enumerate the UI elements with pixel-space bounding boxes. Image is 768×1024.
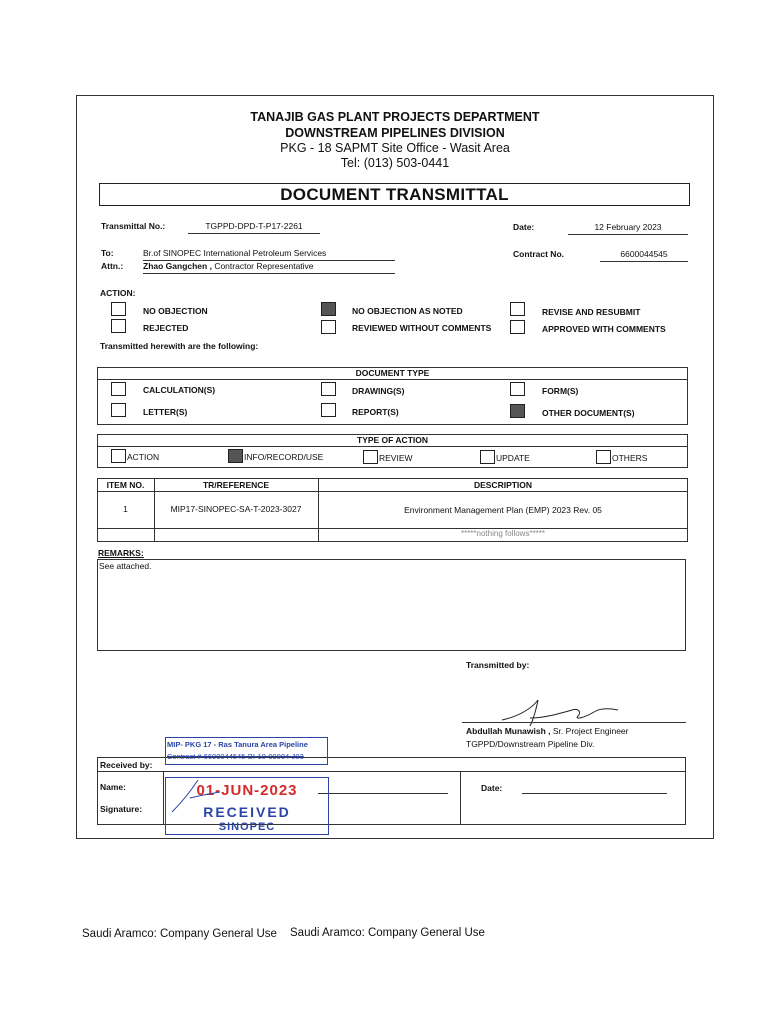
- attn-name: Zhao Gangchen ,: [143, 261, 212, 271]
- rejected-label: REJECTED: [143, 323, 189, 333]
- to-label: To:: [101, 248, 114, 258]
- others-label: OTHERS: [612, 453, 648, 463]
- to-value: Br.of SINOPEC International Petroleum Services: [143, 248, 395, 261]
- engineer-signature-icon: [500, 696, 620, 728]
- transmitted-by-line: [462, 722, 686, 723]
- info-record-use-checkbox[interactable]: [228, 449, 243, 463]
- name-label: Name:: [100, 782, 126, 792]
- received-stamp-company: SINOPEC: [218, 821, 276, 833]
- action-type-action-label: ACTION: [127, 452, 160, 462]
- reviewed-without-comments-label: REVIEWED WITHOUT COMMENTS: [352, 323, 492, 333]
- transmitted-by-dept: TGPPD/Downstream Pipeline Div.: [466, 739, 595, 749]
- received-date-divider: [460, 771, 461, 825]
- received-by-label: Received by:: [100, 760, 153, 770]
- revise-resubmit-checkbox[interactable]: [510, 302, 525, 316]
- received-label-divider: [163, 771, 164, 825]
- calculations-checkbox[interactable]: [111, 382, 126, 396]
- received-stamp-date: 01-JUN-2023: [196, 782, 298, 799]
- review-checkbox[interactable]: [363, 450, 378, 464]
- no-objection-as-noted-checkbox[interactable]: [321, 302, 336, 316]
- drawings-label: DRAWING(S): [352, 386, 405, 396]
- remarks-text: See attached.: [99, 561, 152, 571]
- info-record-use-label: INFO/RECORD/USE: [244, 452, 324, 462]
- forms-label: FORM(S): [542, 386, 579, 396]
- letters-checkbox[interactable]: [111, 403, 126, 417]
- description-header: DESCRIPTION: [473, 480, 533, 490]
- review-label: REVIEW: [379, 453, 413, 463]
- name-line: [318, 793, 448, 794]
- tr-reference-cell: MIP17-SINOPEC-SA-T-2023-3027: [170, 504, 302, 514]
- item-no-header: ITEM NO.: [106, 480, 145, 490]
- attn-role: Contractor Representative: [211, 261, 314, 271]
- rejected-checkbox[interactable]: [111, 319, 126, 333]
- received-stamp-word: RECEIVED: [203, 804, 291, 820]
- receiver-signature-icon: [168, 776, 228, 816]
- reports-label: REPORT(S): [352, 407, 399, 417]
- document-title: DOCUMENT TRANSMITTAL: [99, 183, 690, 206]
- header-telephone: Tel: (013) 503-0441: [340, 156, 450, 170]
- received-divider: [97, 771, 686, 772]
- description-cell: Environment Management Plan (EMP) 2023 Rev. 05: [404, 505, 602, 515]
- project-stamp-line1: MIP- PKG 17 - Ras Tanura Area Pipeline: [167, 740, 308, 749]
- remarks-label: REMARKS:: [98, 548, 144, 558]
- transmitted-herewith-text: Transmitted herewith are the following:: [100, 341, 259, 351]
- project-stamp-line2: Contract # 6600044545-BI-10-09004-J03: [167, 752, 304, 761]
- transmitted-by-label: Transmitted by:: [466, 660, 530, 670]
- other-documents-label: OTHER DOCUMENT(S): [542, 408, 635, 418]
- contract-number: 6600044545: [600, 249, 688, 262]
- header-division: DOWNSTREAM PIPELINES DIVISION: [285, 126, 505, 140]
- items-table-header-divider: [97, 491, 688, 492]
- reviewed-without-comments-checkbox[interactable]: [321, 320, 336, 334]
- forms-checkbox[interactable]: [510, 382, 525, 396]
- action-type-action-checkbox[interactable]: [111, 449, 126, 463]
- no-objection-label: NO OBJECTION: [143, 306, 208, 316]
- revise-resubmit-label: REVISE AND RESUBMIT: [542, 307, 641, 317]
- document-type-header: DOCUMENT TYPE: [97, 367, 688, 380]
- reports-checkbox[interactable]: [321, 403, 336, 417]
- no-objection-checkbox[interactable]: [111, 302, 126, 316]
- transmittal-label: Transmittal No.:: [101, 221, 166, 231]
- no-objection-as-noted-label: NO OBJECTION AS NOTED: [352, 306, 463, 316]
- received-date-label: Date:: [481, 783, 503, 793]
- received-date-line: [522, 793, 667, 794]
- header-department: TANAJIB GAS PLANT PROJECTS DEPARTMENT: [250, 110, 540, 124]
- type-of-action-header: TYPE OF ACTION: [97, 434, 688, 447]
- date-label: Date:: [513, 222, 535, 232]
- drawings-checkbox[interactable]: [321, 382, 336, 396]
- date-value: 12 February 2023: [568, 222, 688, 235]
- approved-with-comments-checkbox[interactable]: [510, 320, 525, 334]
- signature-label: Signature:: [100, 804, 143, 814]
- others-checkbox[interactable]: [596, 450, 611, 464]
- header-site-office: PKG - 18 SAPMT Site Office - Wasit Area: [280, 141, 510, 155]
- transmitted-by-name: [466, 726, 629, 736]
- action-label: ACTION:: [100, 288, 136, 298]
- transmittal-number: TGPPD-DPD-T-P17-2261: [188, 221, 320, 234]
- nothing-follows-text: *****nothing follows*****: [460, 529, 546, 538]
- letters-label: LETTER(S): [143, 407, 188, 417]
- engineer-title: Sr. Project Engineer: [550, 726, 629, 736]
- footer-classification-2: Saudi Aramco: Company General Use: [290, 927, 485, 939]
- attn-label: Attn.:: [101, 261, 124, 271]
- footer-classification-1: Saudi Aramco: Company General Use: [82, 928, 277, 940]
- contract-label: Contract No.: [513, 249, 564, 259]
- update-label: UPDATE: [496, 453, 530, 463]
- attn-value: [143, 261, 395, 274]
- item-no-cell: 1: [123, 504, 128, 514]
- remarks-box: [97, 559, 686, 651]
- tr-reference-header: TR/REFERENCE: [202, 480, 270, 490]
- calculations-label: CALCULATION(S): [143, 385, 216, 395]
- other-documents-checkbox[interactable]: [510, 404, 525, 418]
- engineer-name: Abdullah Munawish ,: [466, 726, 551, 736]
- update-checkbox[interactable]: [480, 450, 495, 464]
- approved-with-comments-label: APPROVED WITH COMMENTS: [542, 324, 666, 334]
